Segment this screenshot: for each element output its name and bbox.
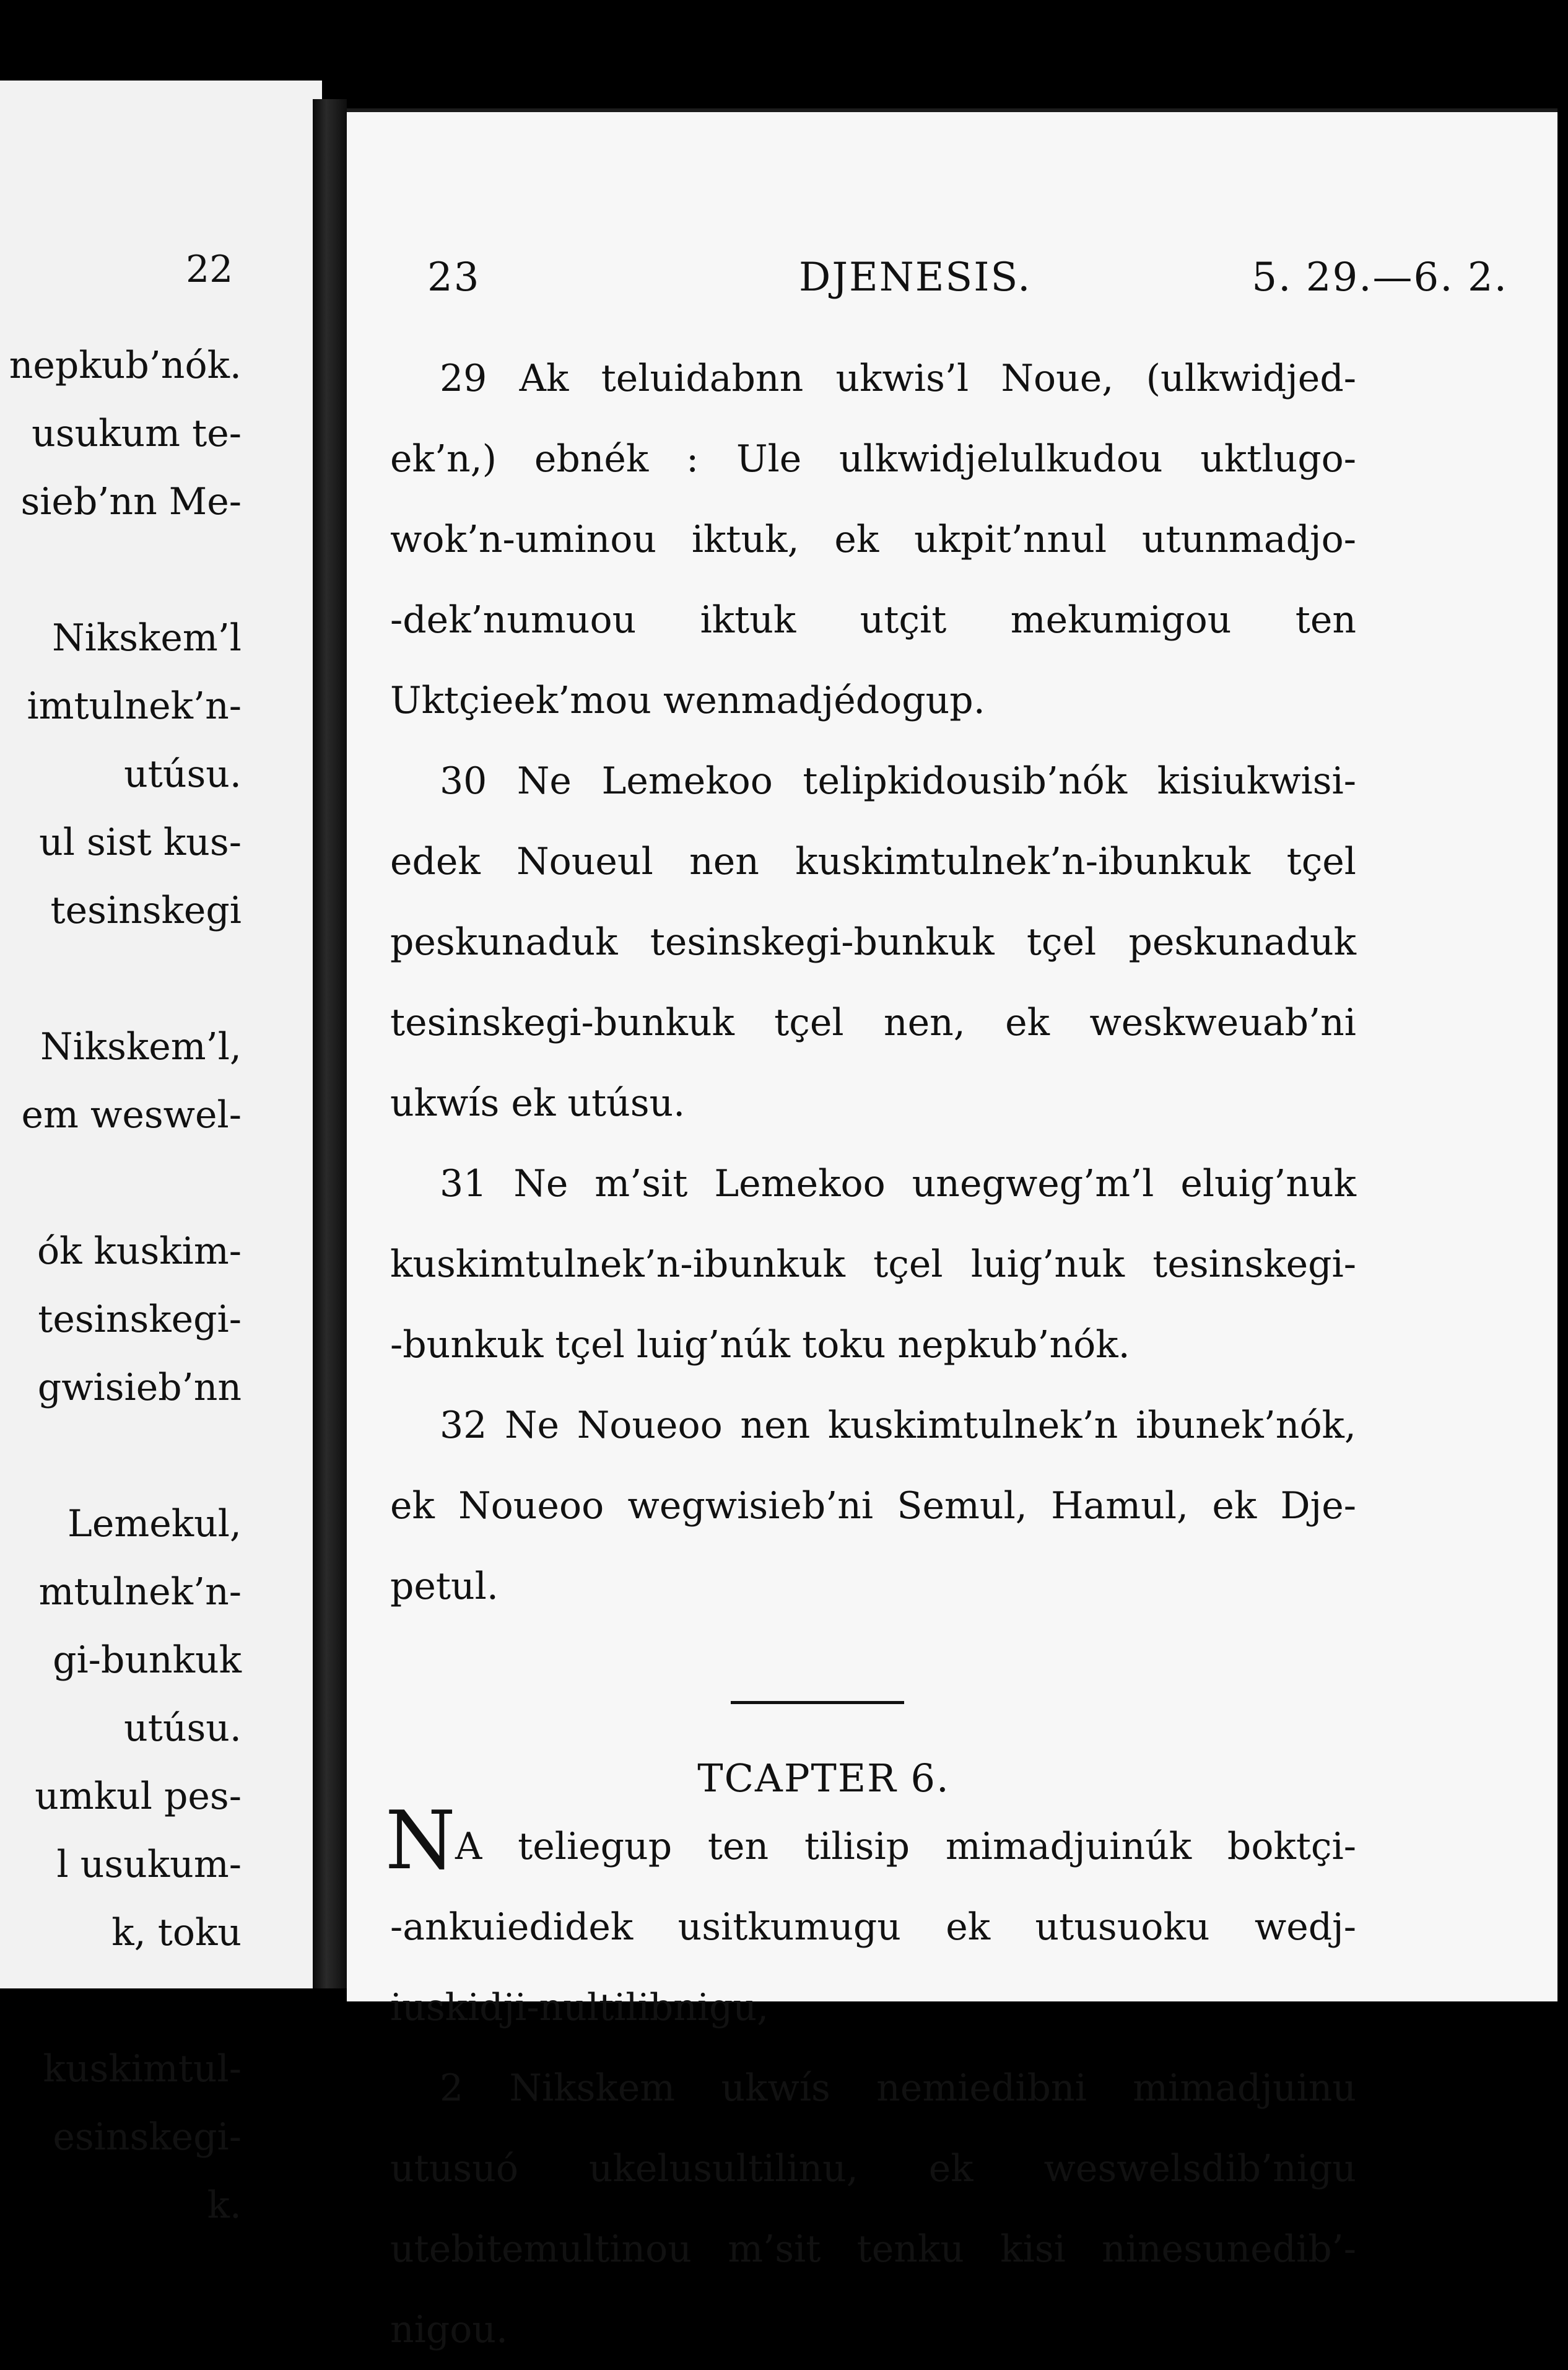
left-page-line: Nikskem’l, <box>40 1025 242 1069</box>
verse-line-text: A teliegup ten tilisip mimadjuinúk boktçi- <box>455 1825 1356 1868</box>
verse-line <box>385 1793 1356 1887</box>
page-body <box>385 338 1356 2370</box>
left-page-line: ók kuskim- <box>37 1230 242 1273</box>
left-page <box>0 81 322 2227</box>
left-page-line: tesinskegi- <box>38 1298 242 1341</box>
left-page-line: imtulnek’n- <box>27 684 242 728</box>
page-number: 23 <box>427 255 481 300</box>
verse-line: -dek’numuou iktuk utçit mekumigou ten <box>390 598 1356 642</box>
right-page <box>347 108 1557 2351</box>
verse-line: Uktçieek’mou wenmadjédogup. <box>390 679 985 722</box>
left-page-line: mtulnek’n- <box>38 1570 242 1614</box>
left-page-line: usukum te- <box>32 412 242 455</box>
verse-line: 31 Ne m’sit Lemekoo unegweg’m’l eluig’nuk <box>440 1162 1356 1205</box>
left-page-line: gi-bunkuk <box>53 1638 242 1682</box>
verse-line: peskunaduk tesinskegi-bunkuk tçel peskunaduk <box>390 920 1356 964</box>
verse-line: utebitemultinou m’sit tenku kisi ninesunedib’- <box>390 2228 1356 2271</box>
left-page-line: nepkub’nók. <box>9 344 242 387</box>
left-page-line: esinskegi- <box>53 2115 242 2159</box>
verse-line: -bunkuk tçel luig’núk toku nepkub’nók. <box>390 1323 1130 1366</box>
left-page-number: 22 <box>186 248 233 291</box>
left-page-line: utúsu. <box>124 753 242 796</box>
chapter-heading: TCAPTER 6. <box>697 1756 950 1801</box>
left-page-line: sieb’nn Me- <box>20 480 242 523</box>
left-page-line: em weswel- <box>21 1093 242 1137</box>
left-page-line: k, toku <box>111 1911 242 1954</box>
verse-line: petul. <box>390 1565 499 1608</box>
drop-cap: N <box>385 1793 456 1887</box>
verse-line: utusuó ukelusultilinu, ek weswelsdib’nigu <box>390 2147 1356 2190</box>
verse-line: nigou. <box>390 2308 508 2351</box>
left-page-line: kuskimtul- <box>43 2047 242 2091</box>
verse-line: iuskidji-nultilibnigu, <box>390 1986 769 2029</box>
verse-line: ek’n,) ebnék : Ule ulkwidjelulkudou uktlugo- <box>390 437 1356 481</box>
verse-line: 30 Ne Lemekoo telipkidousib’nók kisiukwisi- <box>440 759 1356 803</box>
verse-line: 29 Ak teluidabnn ukwis’l Noue, (ulkwidjed- <box>440 357 1356 400</box>
verse-line: kuskimtulnek’n-ibunkuk tçel luig’nuk tesinskegi- <box>390 1243 1356 1286</box>
left-page-line: Lemekul, <box>67 1502 242 1546</box>
book-title: DJENESIS. <box>799 255 1032 300</box>
verse-line: -ankuiedidek usitkumugu ek utusuoku wedj- <box>390 1905 1356 1949</box>
left-page-line: utúsu. <box>124 1707 242 1750</box>
left-page-line: ul sist kus- <box>39 821 242 864</box>
verse-line: ek Noueoo wegwisieb’ni Semul, Hamul, ek Dje- <box>390 1484 1356 1528</box>
verse-line: tesinskegi-bunkuk tçel nen, ek weskweuab’ni <box>390 1001 1356 1044</box>
verse-line: 32 Ne Noueoo nen kuskimtulnek’n ibunek’nók, <box>440 1404 1356 1447</box>
left-page-line: Nikskem’l <box>52 616 242 660</box>
verse-line: wok’n-uminou iktuk, ek ukpit’nnul utunmadjo- <box>390 518 1356 561</box>
chapter-verse-reference: 5. 29.—6. 2. <box>1252 255 1508 300</box>
left-page-line: umkul pes- <box>35 1775 242 1818</box>
running-header <box>390 255 1508 300</box>
left-page-line: l usukum- <box>56 1843 242 1886</box>
left-page-line: gwisieb’nn <box>37 1366 242 1409</box>
verse-line: ukwís ek utúsu. <box>390 1082 686 1125</box>
section-divider <box>731 1701 904 1704</box>
book-spine <box>313 99 347 1988</box>
verse-line: 2 Nikskem ukwís nemiedibni mimadjuinu <box>440 2066 1356 2110</box>
left-page-line: tesinskegi <box>50 889 242 932</box>
left-page-line: k. <box>207 2184 242 2227</box>
verse-line: edek Noueul nen kuskimtulnek’n-ibunkuk tçel <box>390 840 1356 883</box>
